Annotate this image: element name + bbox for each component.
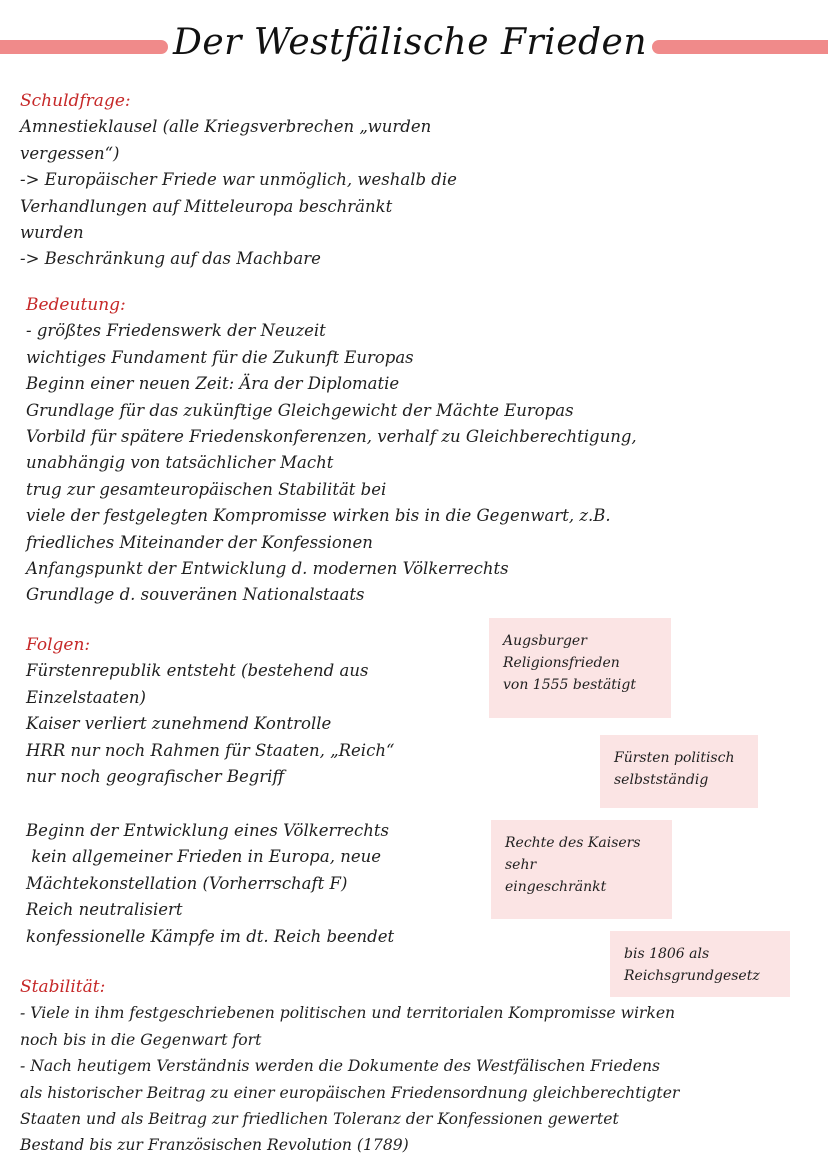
- note-line: von 1555 bestätigt: [503, 677, 636, 693]
- text-line: wurden: [20, 223, 84, 243]
- text-line: Grundlage für das zukünftige Gleichgewicht der Mächte Europas: [26, 400, 574, 420]
- text-line: Beginn der Entwicklung eines Völkerrechts: [26, 821, 389, 840]
- note-line: Religionsfrieden: [503, 655, 620, 671]
- text-line: Reich neutralisiert: [26, 900, 183, 920]
- text-line: Einzelstaaten): [26, 687, 146, 707]
- note-line: bis 1806 als: [624, 946, 710, 962]
- section-folgen: [26, 632, 394, 790]
- text-line: -> Europäischer Friede war unmöglich, weshalb die: [20, 170, 457, 190]
- text-line: nur noch geografischer Begriff: [26, 767, 285, 787]
- text-line: vergessen“): [20, 143, 120, 163]
- note-line: eingeschränkt: [505, 879, 607, 895]
- text-line: Beginn einer neuen Zeit: Ära der Diplomatie: [26, 374, 400, 394]
- side-note: [491, 820, 672, 919]
- text-line: friedliches Miteinander der Konfessionen: [26, 532, 373, 552]
- text-line: Fürstenrepublik entsteht (bestehend aus: [26, 661, 369, 681]
- text-line: wichtiges Fundament für die Zukunft Europas: [26, 347, 414, 367]
- section-stabilitaet: [20, 974, 679, 1159]
- text-line: Mächtekonstellation (Vorherrschaft F): [26, 873, 348, 893]
- side-note: [489, 618, 671, 718]
- section-schuldfrage: [20, 88, 457, 273]
- text-line: -> Beschränkung auf das Machbare: [20, 249, 321, 269]
- text-line: Staaten und als Beitrag zur friedlichen Toleranz der Konfessionen gewertet: [20, 1110, 619, 1129]
- note-line: selbstständig: [614, 772, 709, 788]
- note-line: Fürsten politisch: [614, 750, 735, 766]
- text-line: Verhandlungen auf Mitteleuropa beschränkt: [20, 196, 393, 216]
- section-heading: Schuldfrage:: [20, 91, 131, 111]
- text-line: Vorbild für spätere Friedenskonferenzen, verhalf zu Gleichberechtigung,: [26, 427, 637, 447]
- side-note: [600, 735, 758, 808]
- section-folgen-continued: [26, 818, 394, 950]
- text-line: als historischer Beitrag zu einer europäischen Friedensordnung gleichberechtigter: [20, 1083, 680, 1102]
- text-line: Grundlage d. souveränen Nationalstaats: [26, 585, 365, 605]
- text-line: Bestand bis zur Französischen Revolution (1789): [20, 1136, 409, 1155]
- page-title: Der Westfälische Frieden: [172, 22, 648, 63]
- text-line: Kaiser verliert zunehmend Kontrolle: [26, 714, 332, 734]
- text-line: HRR nur noch Rahmen für Staaten, „Reich“: [26, 740, 395, 760]
- text-line: konfessionelle Kämpfe im dt. Reich beendet: [26, 926, 395, 946]
- text-line: trug zur gesamteuropäischen Stabilität bei: [26, 479, 387, 499]
- section-bedeutung: [26, 292, 637, 609]
- text-line: - größtes Friedenswerk der Neuzeit: [26, 321, 326, 341]
- note-line: Augsburger: [503, 633, 587, 649]
- section-heading: Folgen:: [26, 635, 91, 655]
- text-line: - Viele in ihm festgeschriebenen politischen und territorialen Kompromisse wirken: [20, 1004, 676, 1023]
- note-line: sehr: [505, 857, 537, 873]
- text-line: - Nach heutigem Verständnis werden die Dokumente des Westfälischen Friedens: [20, 1057, 661, 1076]
- section-heading: Bedeutung:: [26, 295, 126, 315]
- text-line: noch bis in die Gegenwart fort: [20, 1030, 262, 1049]
- text-line: kein allgemeiner Frieden in Europa, neue: [26, 847, 381, 867]
- text-line: viele der festgelegten Kompromisse wirken bis in die Gegenwart, z.B.: [26, 506, 611, 526]
- text-line: Anfangspunkt der Entwicklung d. modernen Völkerrechts: [26, 559, 509, 579]
- note-line: Rechte des Kaisers: [505, 835, 641, 851]
- text-line: unabhängig von tatsächlicher Macht: [26, 453, 334, 473]
- title-bar-right: [652, 40, 828, 54]
- title-bar-left: [0, 40, 168, 54]
- note-line: Reichsgrundgesetz: [624, 968, 760, 984]
- section-heading: Stabilität:: [20, 977, 106, 997]
- text-line: Amnestieklausel (alle Kriegsverbrechen „wurden: [20, 117, 432, 137]
